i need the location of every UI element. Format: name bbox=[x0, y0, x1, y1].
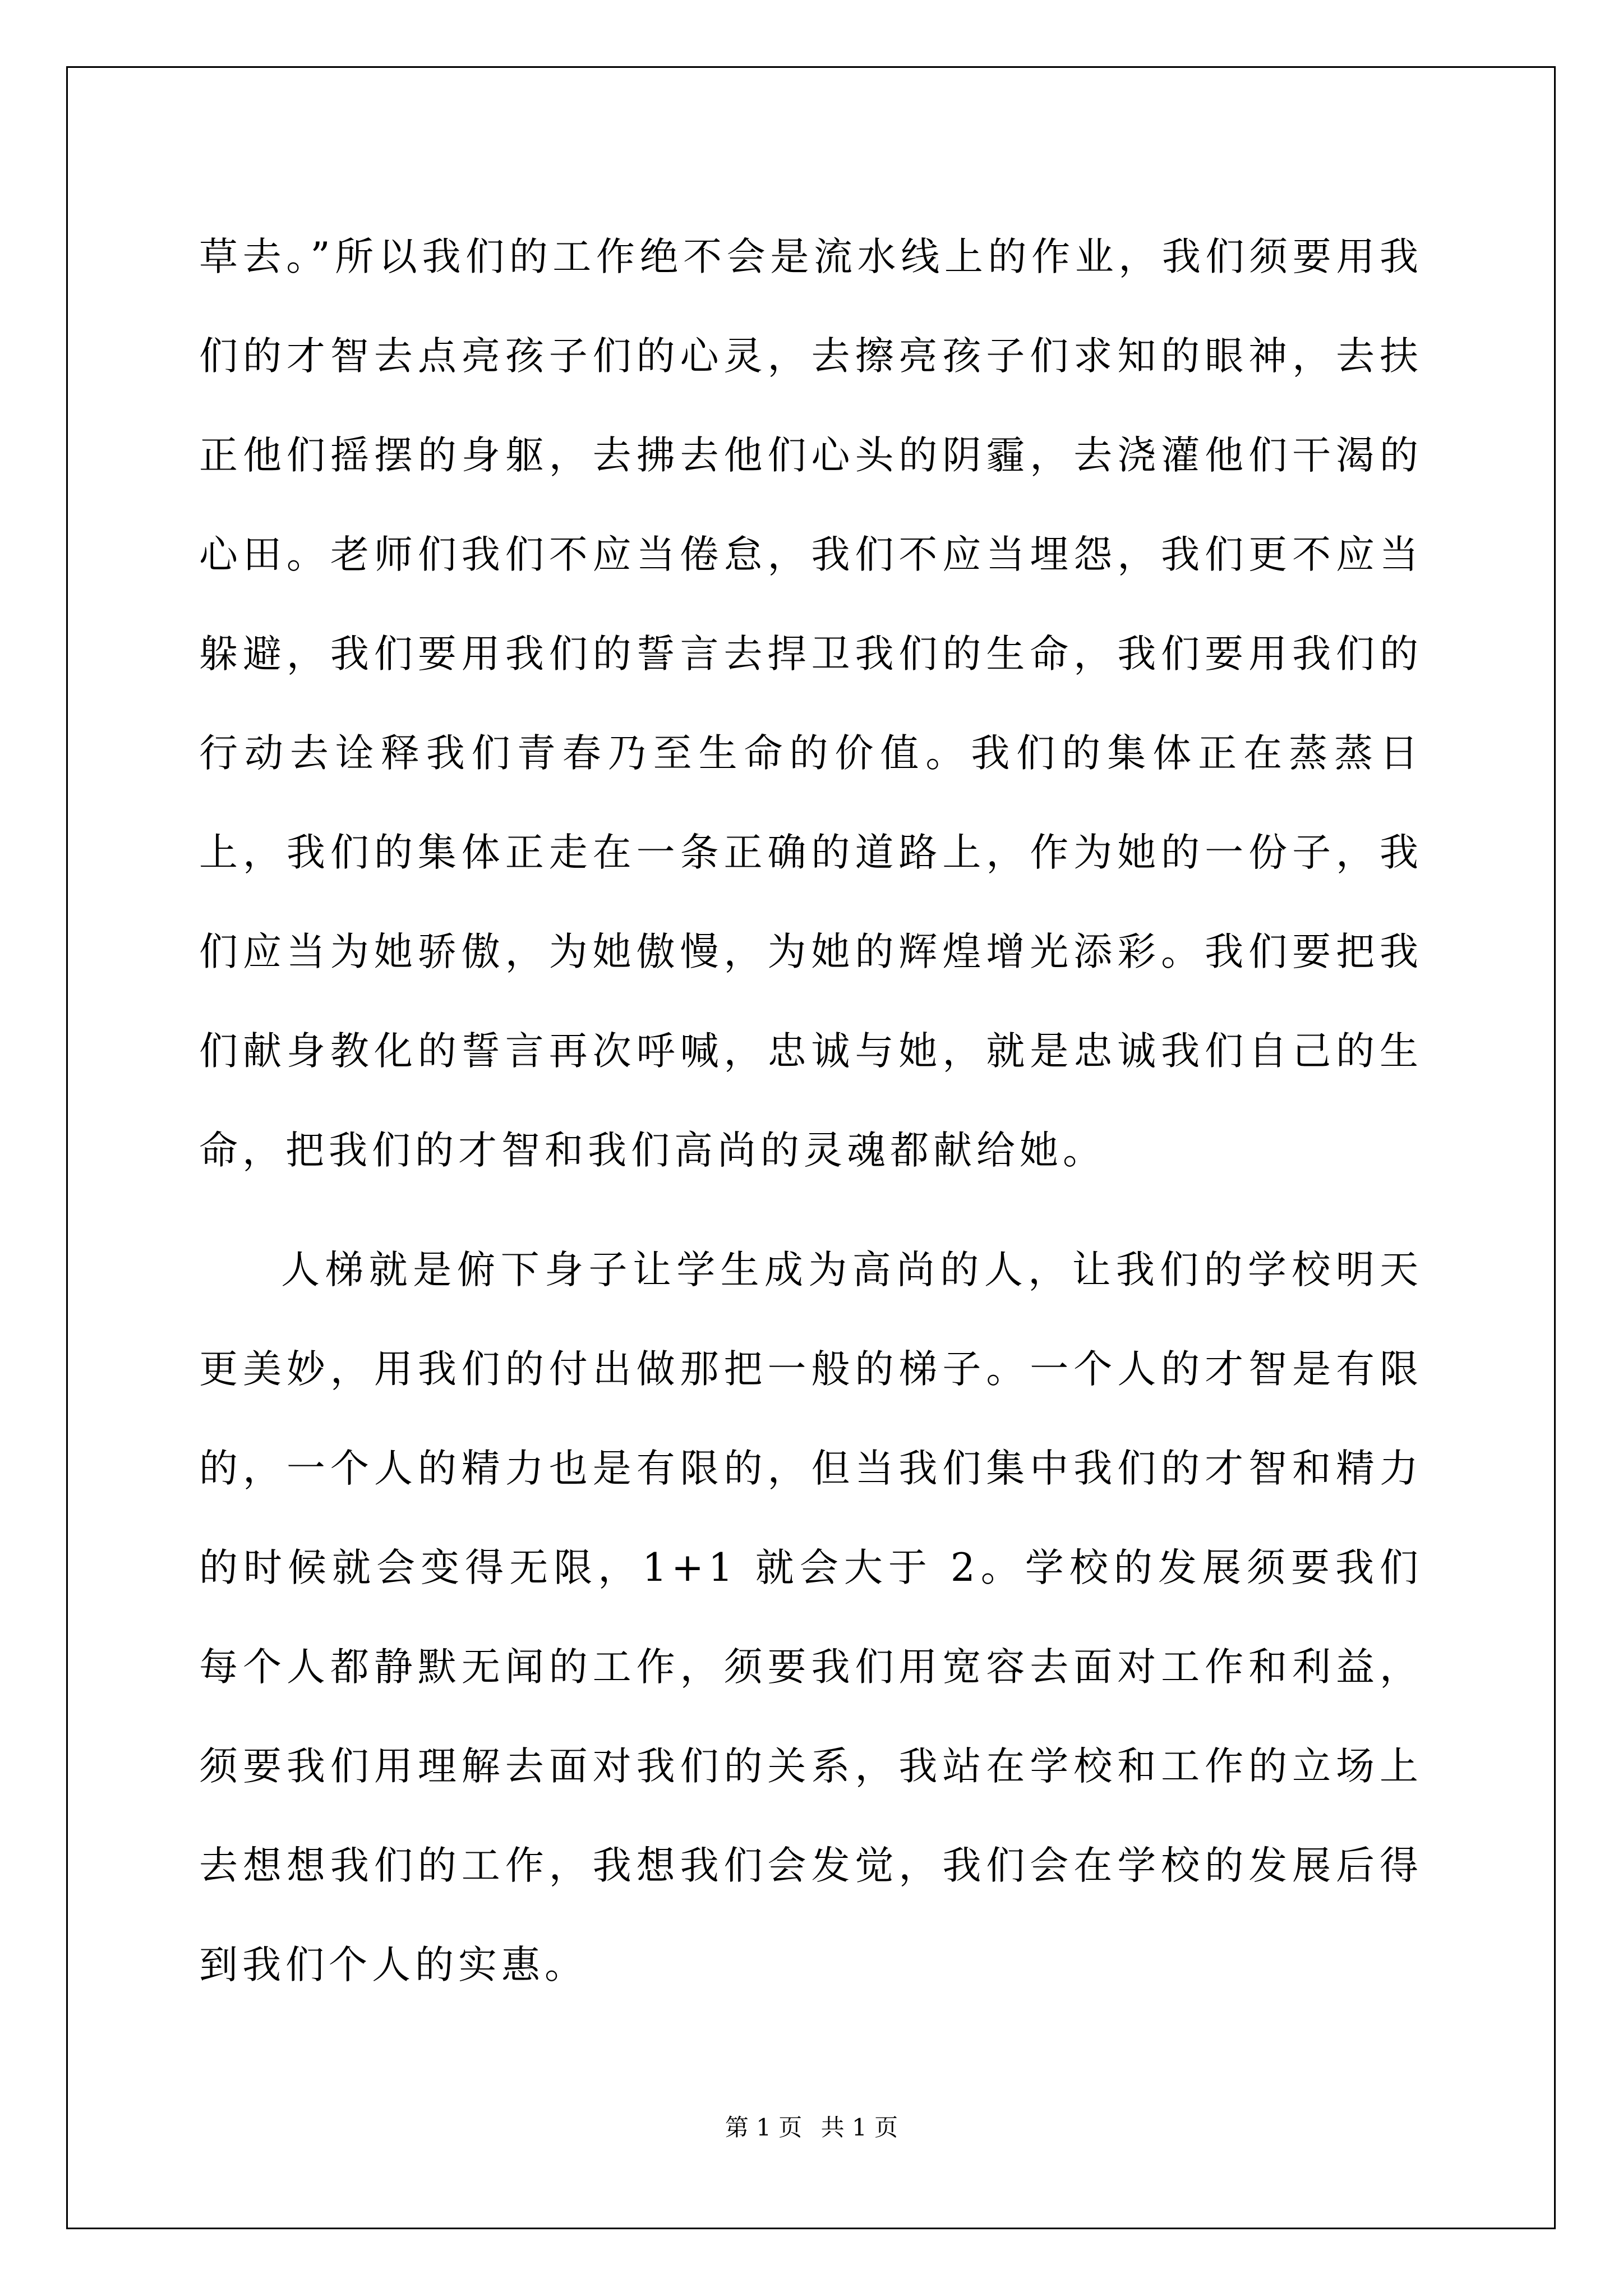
page-total: 共 1 页 bbox=[820, 2114, 898, 2141]
document-body bbox=[199, 208, 1423, 2015]
paragraph-continued: 草去。”所以我们的工作绝不会是流水线上的作业，我们须要用我们的才智去点亮孩子们的心灵，去擦亮孩子们求知的眼神，去扶正他们摇摆的身躯，去拂去他们心头的阴霾，去浇灌他们干渴的心田。老师们我们不应当倦怠，我们不应当埋怨，我们更不应当躲避，我们要用我们的誓言去捍卫我们的生命，我们要用我们的行动去诠释我们青春乃至生命的价值。我们的集体正在蒸蒸日上，我们的集体正走在一条正确的道路上，作为她的一份子，我们应当为她骄傲，为她傲慢，为她的辉煌增光添彩。我们要把我们献身教化的誓言再次呼喊，忠诚与她，就是忠诚我们自己的生命，把我们的才智和我们高尚的灵魂都献给她。 bbox=[199, 234, 1423, 1173]
page-footer bbox=[0, 2114, 1623, 2142]
paragraph-ladder: 人梯就是俯下身子让学生成为高尚的人，让我们的学校明天更美妙，用我们的付出做那把一般的梯子。一个人的才智是有限的，一个人的精力也是有限的，但当我们集中我们的才智和精力的时候就会变得无限，1+1 就会大于 2。学校的发展须要我们每个人都静默无闻的工作，须要我们用宽容去面对工作和利益，须要我们用理解去面对我们的关系，我站在学校和工作的立场上去想想我们的工作，我想我们会发觉，我们会在学校的发展后得到我们个人的实惠。 bbox=[199, 1248, 1423, 1987]
page-number: 第 1 页 bbox=[725, 2114, 803, 2141]
